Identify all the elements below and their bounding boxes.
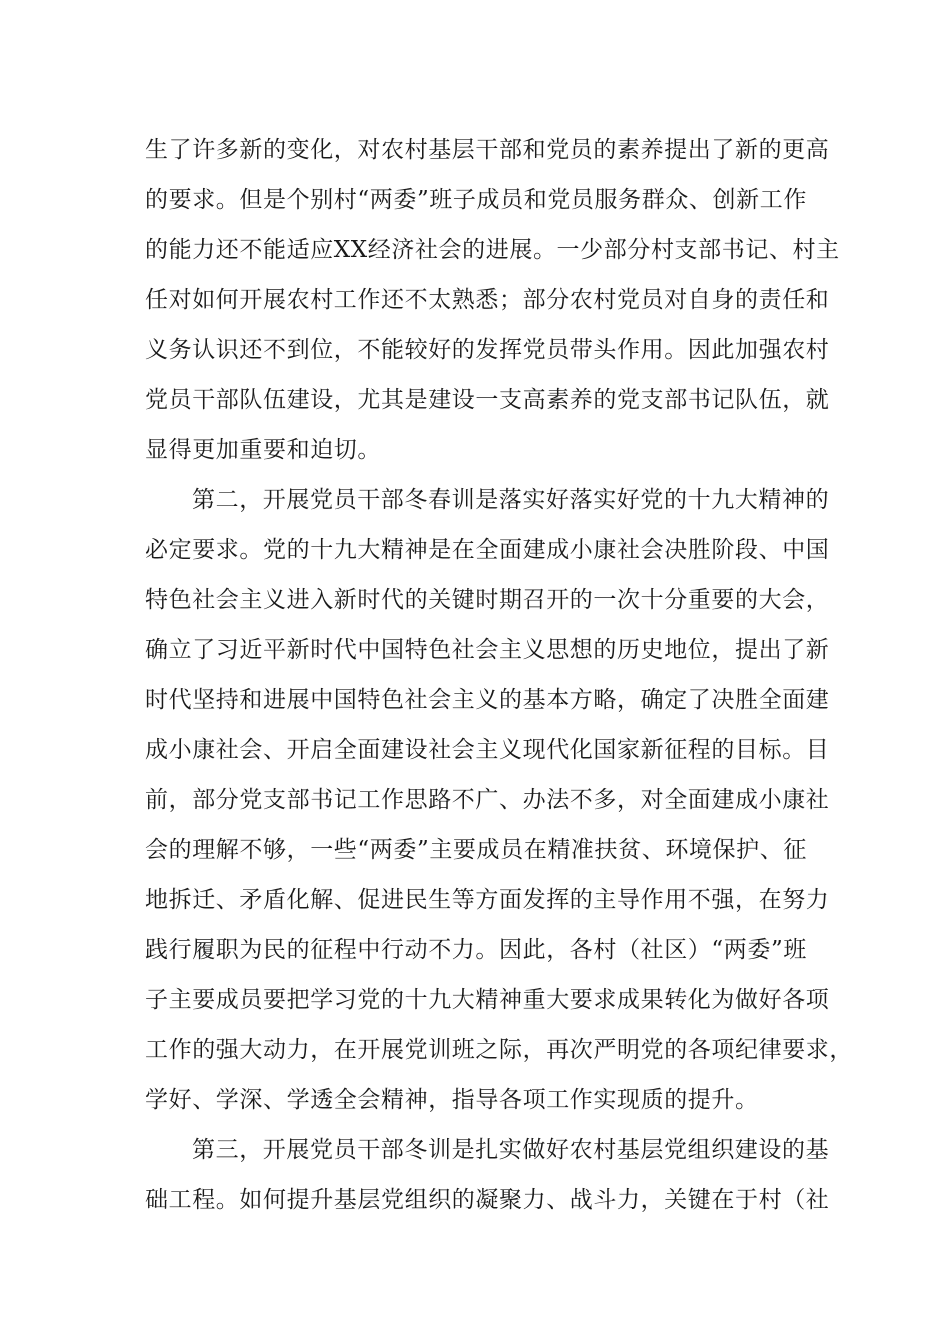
text-line-10: 特色社会主义进入新时代的关键时期召开的一次十分重要的大会，: [145, 587, 830, 613]
text-line-15: 会的理解不够，一些“两委”主要成员在精准扶贫、环境保护、征: [145, 837, 807, 863]
text-line-7: 显得更加重要和迫切。: [145, 437, 381, 463]
text-line-4: 任对如何开展农村工作还不太熟悉；部分农村党员对自身的责任和: [145, 287, 830, 313]
text-line-3: 的能力还不能适应XX经济社会的进展。一少部分村支部书记、村主: [145, 237, 840, 263]
text-line-14: 前，部分党支部书记工作思路不广、办法不多，对全面建成小康社: [145, 787, 830, 813]
text-line-16: 地拆迁、矛盾化解、促进民生等方面发挥的主导作用不强，在努力: [145, 887, 830, 913]
text-line-11: 确立了习近平新时代中国特色社会主义思想的历史地位，提出了新: [145, 637, 830, 663]
text-line-6: 党员干部队伍建设，尤其是建设一支高素养的党支部书记队伍，就: [145, 387, 830, 413]
text-line-18: 子主要成员要把学习党的十九大精神重大要求成果转化为做好各项: [145, 987, 830, 1013]
text-line-1: 生了许多新的变化，对农村基层干部和党员的素养提出了新的更高: [145, 137, 830, 163]
text-line-19: 工作的强大动力，在开展党训班之际，再次严明党的各项纪律要求，: [145, 1037, 853, 1063]
text-line-17: 践行履职为民的征程中行动不力。因此，各村（社区）“两委”班: [145, 937, 807, 963]
paragraph-3-first-line: 第三，开展党员干部冬训是扎实做好农村基层党组织建设的基: [192, 1137, 830, 1163]
text-line-22: 础工程。如何提升基层党组织的凝聚力、战斗力，关键在于村（社: [145, 1187, 830, 1213]
text-line-13: 成小康社会、开启全面建设社会主义现代化国家新征程的目标。目: [145, 737, 830, 763]
text-line-9: 必定要求。党的十九大精神是在全面建成小康社会决胜阶段、中国: [145, 537, 830, 563]
text-line-20: 学好、学深、学透全会精神，指导各项工作实现质的提升。: [145, 1087, 759, 1113]
paragraph-2-first-line: 第二，开展党员干部冬春训是落实好落实好党的十九大精神的: [192, 487, 830, 513]
text-line-12: 时代坚持和进展中国特色社会主义的基本方略，确定了决胜全面建: [145, 687, 830, 713]
text-line-2: 的要求。但是个别村“两委”班子成员和党员服务群众、创新工作: [145, 187, 807, 213]
text-line-5: 义务认识还不到位，不能较好的发挥党员带头作用。因此加强农村: [145, 337, 830, 363]
